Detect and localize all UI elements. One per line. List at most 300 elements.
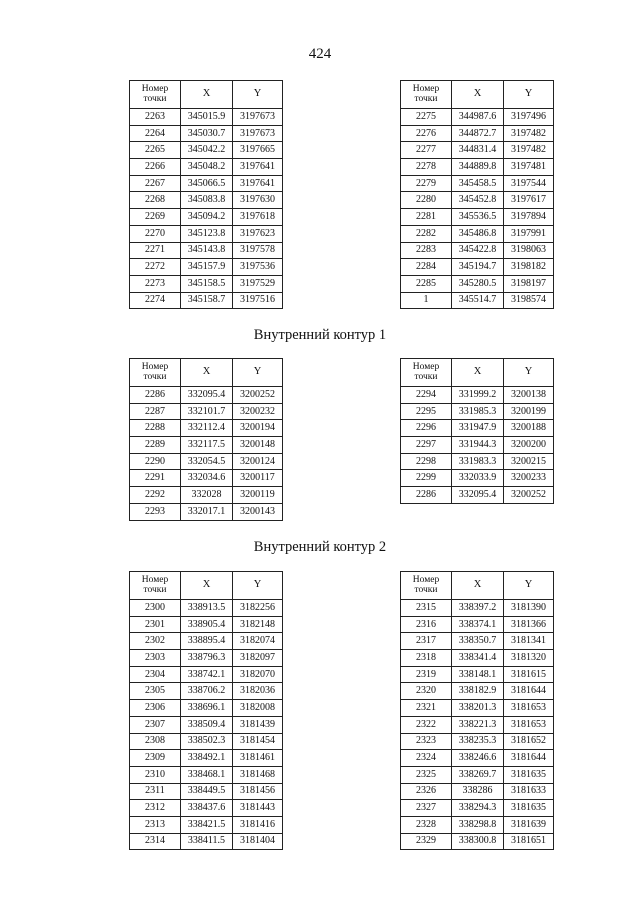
x-coordinate-cell: 345083.8 bbox=[181, 192, 233, 209]
table-row bbox=[401, 437, 554, 454]
table-row bbox=[130, 387, 283, 404]
header-x: X bbox=[181, 359, 233, 387]
x-coordinate-cell: 344831.4 bbox=[452, 142, 504, 159]
y-coordinate-cell: 3181341 bbox=[504, 633, 554, 650]
y-coordinate-cell: 3182070 bbox=[233, 666, 283, 683]
y-coordinate-cell: 3200252 bbox=[233, 387, 283, 404]
table-row bbox=[130, 192, 283, 209]
x-coordinate-cell: 338468.1 bbox=[181, 766, 233, 783]
point-number-cell: 2298 bbox=[401, 453, 452, 470]
point-number-cell: 2324 bbox=[401, 750, 452, 767]
table-row bbox=[401, 109, 554, 126]
y-coordinate-cell: 3197641 bbox=[233, 159, 283, 176]
x-coordinate-cell: 345158.5 bbox=[181, 275, 233, 292]
x-coordinate-cell: 345536.5 bbox=[452, 209, 504, 226]
header-x: X bbox=[452, 81, 504, 109]
header-y: Y bbox=[504, 572, 554, 600]
table-row bbox=[130, 800, 283, 817]
table-row bbox=[130, 209, 283, 226]
point-number-cell: 2302 bbox=[130, 633, 181, 650]
y-coordinate-cell: 3181468 bbox=[233, 766, 283, 783]
y-coordinate-cell: 3197673 bbox=[233, 125, 283, 142]
point-number-cell: 2288 bbox=[130, 420, 181, 437]
x-coordinate-cell: 345452.8 bbox=[452, 192, 504, 209]
point-number-cell: 2305 bbox=[130, 683, 181, 700]
table-row bbox=[401, 616, 554, 633]
point-number-cell: 2271 bbox=[130, 242, 181, 259]
table-row bbox=[130, 833, 283, 850]
table-row bbox=[130, 175, 283, 192]
point-number-cell: 2300 bbox=[130, 600, 181, 617]
x-coordinate-cell: 332054.5 bbox=[181, 453, 233, 470]
coords-table-contour1-left bbox=[129, 358, 283, 521]
table-row bbox=[401, 453, 554, 470]
y-coordinate-cell: 3197641 bbox=[233, 175, 283, 192]
x-coordinate-cell: 338269.7 bbox=[452, 766, 504, 783]
y-coordinate-cell: 3200252 bbox=[504, 487, 554, 504]
table-row bbox=[130, 142, 283, 159]
coords-table-contour2-right bbox=[400, 571, 554, 850]
table-row bbox=[401, 733, 554, 750]
section-title-contour-1: Внутренний контур 1 bbox=[253, 327, 387, 343]
point-number-cell: 2310 bbox=[130, 766, 181, 783]
table-row bbox=[130, 259, 283, 276]
table-row bbox=[401, 275, 554, 292]
table-row bbox=[401, 225, 554, 242]
table-row bbox=[401, 387, 554, 404]
x-coordinate-cell: 338201.3 bbox=[452, 700, 504, 717]
point-number-cell: 2296 bbox=[401, 420, 452, 437]
x-coordinate-cell: 344987.6 bbox=[452, 109, 504, 126]
table-row bbox=[130, 109, 283, 126]
point-number-cell: 2280 bbox=[401, 192, 452, 209]
y-coordinate-cell: 3182036 bbox=[233, 683, 283, 700]
y-coordinate-cell: 3182008 bbox=[233, 700, 283, 717]
table-row bbox=[401, 716, 554, 733]
table-row bbox=[401, 833, 554, 850]
point-number-cell: 2312 bbox=[130, 800, 181, 817]
x-coordinate-cell: 338182.9 bbox=[452, 683, 504, 700]
table-row bbox=[130, 437, 283, 454]
y-coordinate-cell: 3198063 bbox=[504, 242, 554, 259]
table-row bbox=[130, 783, 283, 800]
x-coordinate-cell: 345514.7 bbox=[452, 292, 504, 309]
table-row bbox=[130, 650, 283, 667]
y-coordinate-cell: 3181644 bbox=[504, 750, 554, 767]
y-coordinate-cell: 3200200 bbox=[504, 437, 554, 454]
point-number-cell: 2274 bbox=[130, 292, 181, 309]
table-row bbox=[130, 716, 283, 733]
table-row bbox=[130, 750, 283, 767]
section-title-contour-2: Внутренний контур 2 bbox=[253, 539, 387, 555]
x-coordinate-cell: 332101.7 bbox=[181, 403, 233, 420]
header-y: Y bbox=[233, 359, 283, 387]
table-row bbox=[401, 700, 554, 717]
x-coordinate-cell: 338397.2 bbox=[452, 600, 504, 617]
table-row bbox=[401, 800, 554, 817]
table-row bbox=[130, 242, 283, 259]
table-row bbox=[130, 470, 283, 487]
table-row bbox=[130, 766, 283, 783]
y-coordinate-cell: 3181639 bbox=[504, 816, 554, 833]
header-y: Y bbox=[504, 81, 554, 109]
table-row bbox=[130, 292, 283, 309]
x-coordinate-cell: 338374.1 bbox=[452, 616, 504, 633]
header-point-number: Номер точки bbox=[401, 359, 452, 387]
y-coordinate-cell: 3197673 bbox=[233, 109, 283, 126]
x-coordinate-cell: 338742.1 bbox=[181, 666, 233, 683]
table-row bbox=[401, 292, 554, 309]
x-coordinate-cell: 345158.7 bbox=[181, 292, 233, 309]
x-coordinate-cell: 338221.3 bbox=[452, 716, 504, 733]
x-coordinate-cell: 345486.8 bbox=[452, 225, 504, 242]
header-x: X bbox=[181, 572, 233, 600]
x-coordinate-cell: 344889.8 bbox=[452, 159, 504, 176]
point-number-cell: 2267 bbox=[130, 175, 181, 192]
point-number-cell: 2293 bbox=[130, 503, 181, 520]
y-coordinate-cell: 3198197 bbox=[504, 275, 554, 292]
x-coordinate-cell: 345143.8 bbox=[181, 242, 233, 259]
y-coordinate-cell: 3197894 bbox=[504, 209, 554, 226]
table-row bbox=[401, 142, 554, 159]
point-number-cell: 2270 bbox=[130, 225, 181, 242]
point-number-cell: 2320 bbox=[401, 683, 452, 700]
y-coordinate-cell: 3181456 bbox=[233, 783, 283, 800]
point-number-cell: 2329 bbox=[401, 833, 452, 850]
x-coordinate-cell: 338286 bbox=[452, 783, 504, 800]
header-y: Y bbox=[233, 572, 283, 600]
point-number-cell: 2263 bbox=[130, 109, 181, 126]
y-coordinate-cell: 3197529 bbox=[233, 275, 283, 292]
y-coordinate-cell: 3197578 bbox=[233, 242, 283, 259]
x-coordinate-cell: 332112.4 bbox=[181, 420, 233, 437]
coords-table-contour1-right bbox=[400, 358, 554, 504]
y-coordinate-cell: 3200215 bbox=[504, 453, 554, 470]
y-coordinate-cell: 3181404 bbox=[233, 833, 283, 850]
y-coordinate-cell: 3200138 bbox=[504, 387, 554, 404]
table-row bbox=[130, 503, 283, 520]
table-row bbox=[130, 487, 283, 504]
point-number-cell: 2265 bbox=[130, 142, 181, 159]
point-number-cell: 2321 bbox=[401, 700, 452, 717]
point-number-cell: 2272 bbox=[130, 259, 181, 276]
point-number-cell: 2278 bbox=[401, 159, 452, 176]
table-row bbox=[401, 470, 554, 487]
point-number-cell: 2290 bbox=[130, 453, 181, 470]
point-number-cell: 2317 bbox=[401, 633, 452, 650]
table-row bbox=[130, 666, 283, 683]
point-number-cell: 2286 bbox=[130, 387, 181, 404]
header-point-number: Номер точки bbox=[130, 81, 181, 109]
point-number-cell: 2313 bbox=[130, 816, 181, 833]
point-number-cell: 2268 bbox=[130, 192, 181, 209]
header-point-number: Номер точки bbox=[401, 572, 452, 600]
x-coordinate-cell: 345157.9 bbox=[181, 259, 233, 276]
table-row bbox=[130, 733, 283, 750]
table-row bbox=[401, 766, 554, 783]
point-number-cell: 2304 bbox=[130, 666, 181, 683]
table-row bbox=[130, 403, 283, 420]
y-coordinate-cell: 3200199 bbox=[504, 403, 554, 420]
point-number-cell: 2264 bbox=[130, 125, 181, 142]
x-coordinate-cell: 345042.2 bbox=[181, 142, 233, 159]
point-number-cell: 2297 bbox=[401, 437, 452, 454]
y-coordinate-cell: 3197991 bbox=[504, 225, 554, 242]
coords-table-contour2-left bbox=[129, 571, 283, 850]
table-row bbox=[401, 600, 554, 617]
x-coordinate-cell: 338298.8 bbox=[452, 816, 504, 833]
point-number-cell: 2318 bbox=[401, 650, 452, 667]
point-number-cell: 2315 bbox=[401, 600, 452, 617]
table-row bbox=[401, 683, 554, 700]
y-coordinate-cell: 3200232 bbox=[233, 403, 283, 420]
x-coordinate-cell: 345194.7 bbox=[452, 259, 504, 276]
x-coordinate-cell: 338449.5 bbox=[181, 783, 233, 800]
y-coordinate-cell: 3181633 bbox=[504, 783, 554, 800]
y-coordinate-cell: 3200117 bbox=[233, 470, 283, 487]
table-row bbox=[130, 600, 283, 617]
point-number-cell: 2299 bbox=[401, 470, 452, 487]
point-number-cell: 2327 bbox=[401, 800, 452, 817]
y-coordinate-cell: 3181652 bbox=[504, 733, 554, 750]
header-x: X bbox=[452, 572, 504, 600]
x-coordinate-cell: 338895.4 bbox=[181, 633, 233, 650]
x-coordinate-cell: 345422.8 bbox=[452, 242, 504, 259]
table-row bbox=[130, 225, 283, 242]
y-coordinate-cell: 3181461 bbox=[233, 750, 283, 767]
y-coordinate-cell: 3181390 bbox=[504, 600, 554, 617]
header-point-number: Номер точки bbox=[401, 81, 452, 109]
y-coordinate-cell: 3181443 bbox=[233, 800, 283, 817]
point-number-cell: 2306 bbox=[130, 700, 181, 717]
table-row bbox=[401, 125, 554, 142]
x-coordinate-cell: 338235.3 bbox=[452, 733, 504, 750]
x-coordinate-cell: 338300.8 bbox=[452, 833, 504, 850]
y-coordinate-cell: 3181635 bbox=[504, 800, 554, 817]
x-coordinate-cell: 338294.3 bbox=[452, 800, 504, 817]
header-x: X bbox=[452, 359, 504, 387]
point-number-cell: 2294 bbox=[401, 387, 452, 404]
x-coordinate-cell: 338492.1 bbox=[181, 750, 233, 767]
point-number-cell: 2283 bbox=[401, 242, 452, 259]
y-coordinate-cell: 3181320 bbox=[504, 650, 554, 667]
point-number-cell: 2279 bbox=[401, 175, 452, 192]
table-row bbox=[401, 650, 554, 667]
point-number-cell: 2292 bbox=[130, 487, 181, 504]
point-number-cell: 2284 bbox=[401, 259, 452, 276]
point-number-cell: 2275 bbox=[401, 109, 452, 126]
x-coordinate-cell: 338696.1 bbox=[181, 700, 233, 717]
point-number-cell: 2303 bbox=[130, 650, 181, 667]
y-coordinate-cell: 3181653 bbox=[504, 700, 554, 717]
x-coordinate-cell: 332095.4 bbox=[452, 487, 504, 504]
point-number-cell: 2309 bbox=[130, 750, 181, 767]
y-coordinate-cell: 3197617 bbox=[504, 192, 554, 209]
point-number-cell: 2291 bbox=[130, 470, 181, 487]
point-number-cell: 2323 bbox=[401, 733, 452, 750]
y-coordinate-cell: 3181635 bbox=[504, 766, 554, 783]
y-coordinate-cell: 3197482 bbox=[504, 142, 554, 159]
point-number-cell: 2295 bbox=[401, 403, 452, 420]
point-number-cell: 2301 bbox=[130, 616, 181, 633]
point-number-cell: 2322 bbox=[401, 716, 452, 733]
y-coordinate-cell: 3182097 bbox=[233, 650, 283, 667]
x-coordinate-cell: 331944.3 bbox=[452, 437, 504, 454]
table-row bbox=[401, 159, 554, 176]
y-coordinate-cell: 3200148 bbox=[233, 437, 283, 454]
y-coordinate-cell: 3181366 bbox=[504, 616, 554, 633]
x-coordinate-cell: 338350.7 bbox=[452, 633, 504, 650]
y-coordinate-cell: 3181615 bbox=[504, 666, 554, 683]
x-coordinate-cell: 345015.9 bbox=[181, 109, 233, 126]
y-coordinate-cell: 3197618 bbox=[233, 209, 283, 226]
x-coordinate-cell: 338706.2 bbox=[181, 683, 233, 700]
point-number-cell: 2326 bbox=[401, 783, 452, 800]
page-number: 424 bbox=[308, 46, 332, 62]
point-number-cell: 2276 bbox=[401, 125, 452, 142]
y-coordinate-cell: 3181644 bbox=[504, 683, 554, 700]
table-row bbox=[401, 487, 554, 504]
point-number-cell: 2285 bbox=[401, 275, 452, 292]
x-coordinate-cell: 338411.5 bbox=[181, 833, 233, 850]
point-number-cell: 2328 bbox=[401, 816, 452, 833]
x-coordinate-cell: 345458.5 bbox=[452, 175, 504, 192]
y-coordinate-cell: 3181454 bbox=[233, 733, 283, 750]
coords-table-top-right bbox=[400, 80, 554, 309]
table-row bbox=[401, 403, 554, 420]
x-coordinate-cell: 345280.5 bbox=[452, 275, 504, 292]
point-number-cell: 2311 bbox=[130, 783, 181, 800]
table-row bbox=[401, 816, 554, 833]
y-coordinate-cell: 3200119 bbox=[233, 487, 283, 504]
point-number-cell: 2316 bbox=[401, 616, 452, 633]
y-coordinate-cell: 3181439 bbox=[233, 716, 283, 733]
table-row bbox=[130, 816, 283, 833]
x-coordinate-cell: 338341.4 bbox=[452, 650, 504, 667]
table-row bbox=[401, 420, 554, 437]
header-x: X bbox=[181, 81, 233, 109]
y-coordinate-cell: 3197482 bbox=[504, 125, 554, 142]
point-number-cell: 2314 bbox=[130, 833, 181, 850]
point-number-cell: 2289 bbox=[130, 437, 181, 454]
table-row bbox=[401, 175, 554, 192]
table-row bbox=[130, 683, 283, 700]
point-number-cell: 2269 bbox=[130, 209, 181, 226]
header-point-number: Номер точки bbox=[130, 572, 181, 600]
y-coordinate-cell: 3182256 bbox=[233, 600, 283, 617]
y-coordinate-cell: 3198182 bbox=[504, 259, 554, 276]
x-coordinate-cell: 331999.2 bbox=[452, 387, 504, 404]
point-number-cell: 2273 bbox=[130, 275, 181, 292]
table-row bbox=[401, 192, 554, 209]
x-coordinate-cell: 332034.6 bbox=[181, 470, 233, 487]
point-number-cell: 2308 bbox=[130, 733, 181, 750]
x-coordinate-cell: 332028 bbox=[181, 487, 233, 504]
y-coordinate-cell: 3181416 bbox=[233, 816, 283, 833]
point-number-cell: 2287 bbox=[130, 403, 181, 420]
x-coordinate-cell: 331983.3 bbox=[452, 453, 504, 470]
table-row bbox=[130, 453, 283, 470]
y-coordinate-cell: 3197665 bbox=[233, 142, 283, 159]
point-number-cell: 1 bbox=[401, 292, 452, 309]
x-coordinate-cell: 338502.3 bbox=[181, 733, 233, 750]
y-coordinate-cell: 3198574 bbox=[504, 292, 554, 309]
y-coordinate-cell: 3200124 bbox=[233, 453, 283, 470]
y-coordinate-cell: 3182074 bbox=[233, 633, 283, 650]
table-row bbox=[130, 125, 283, 142]
x-coordinate-cell: 345030.7 bbox=[181, 125, 233, 142]
x-coordinate-cell: 345066.5 bbox=[181, 175, 233, 192]
y-coordinate-cell: 3197544 bbox=[504, 175, 554, 192]
header-y: Y bbox=[504, 359, 554, 387]
table-row bbox=[401, 242, 554, 259]
table-row bbox=[401, 666, 554, 683]
y-coordinate-cell: 3200143 bbox=[233, 503, 283, 520]
header-point-number: Номер точки bbox=[130, 359, 181, 387]
point-number-cell: 2277 bbox=[401, 142, 452, 159]
y-coordinate-cell: 3197623 bbox=[233, 225, 283, 242]
point-number-cell: 2319 bbox=[401, 666, 452, 683]
x-coordinate-cell: 345094.2 bbox=[181, 209, 233, 226]
y-coordinate-cell: 3197481 bbox=[504, 159, 554, 176]
coords-table-top-left bbox=[129, 80, 283, 309]
y-coordinate-cell: 3200188 bbox=[504, 420, 554, 437]
x-coordinate-cell: 338148.1 bbox=[452, 666, 504, 683]
point-number-cell: 2266 bbox=[130, 159, 181, 176]
y-coordinate-cell: 3197536 bbox=[233, 259, 283, 276]
y-coordinate-cell: 3197496 bbox=[504, 109, 554, 126]
y-coordinate-cell: 3200194 bbox=[233, 420, 283, 437]
x-coordinate-cell: 345048.2 bbox=[181, 159, 233, 176]
table-row bbox=[130, 633, 283, 650]
table-row bbox=[130, 420, 283, 437]
x-coordinate-cell: 338905.4 bbox=[181, 616, 233, 633]
y-coordinate-cell: 3200233 bbox=[504, 470, 554, 487]
x-coordinate-cell: 331985.3 bbox=[452, 403, 504, 420]
x-coordinate-cell: 332017.1 bbox=[181, 503, 233, 520]
point-number-cell: 2281 bbox=[401, 209, 452, 226]
y-coordinate-cell: 3181651 bbox=[504, 833, 554, 850]
x-coordinate-cell: 332095.4 bbox=[181, 387, 233, 404]
x-coordinate-cell: 338796.3 bbox=[181, 650, 233, 667]
x-coordinate-cell: 338509.4 bbox=[181, 716, 233, 733]
header-y: Y bbox=[233, 81, 283, 109]
x-coordinate-cell: 332117.5 bbox=[181, 437, 233, 454]
y-coordinate-cell: 3182148 bbox=[233, 616, 283, 633]
table-row bbox=[401, 783, 554, 800]
y-coordinate-cell: 3181653 bbox=[504, 716, 554, 733]
point-number-cell: 2282 bbox=[401, 225, 452, 242]
table-row bbox=[401, 209, 554, 226]
x-coordinate-cell: 331947.9 bbox=[452, 420, 504, 437]
point-number-cell: 2307 bbox=[130, 716, 181, 733]
table-row bbox=[401, 750, 554, 767]
table-row bbox=[401, 633, 554, 650]
table-row bbox=[130, 159, 283, 176]
x-coordinate-cell: 345123.8 bbox=[181, 225, 233, 242]
x-coordinate-cell: 332033.9 bbox=[452, 470, 504, 487]
table-row bbox=[130, 275, 283, 292]
x-coordinate-cell: 338246.6 bbox=[452, 750, 504, 767]
x-coordinate-cell: 338437.6 bbox=[181, 800, 233, 817]
table-row bbox=[130, 700, 283, 717]
x-coordinate-cell: 338913.5 bbox=[181, 600, 233, 617]
point-number-cell: 2286 bbox=[401, 487, 452, 504]
table-row bbox=[401, 259, 554, 276]
x-coordinate-cell: 338421.5 bbox=[181, 816, 233, 833]
x-coordinate-cell: 344872.7 bbox=[452, 125, 504, 142]
y-coordinate-cell: 3197516 bbox=[233, 292, 283, 309]
